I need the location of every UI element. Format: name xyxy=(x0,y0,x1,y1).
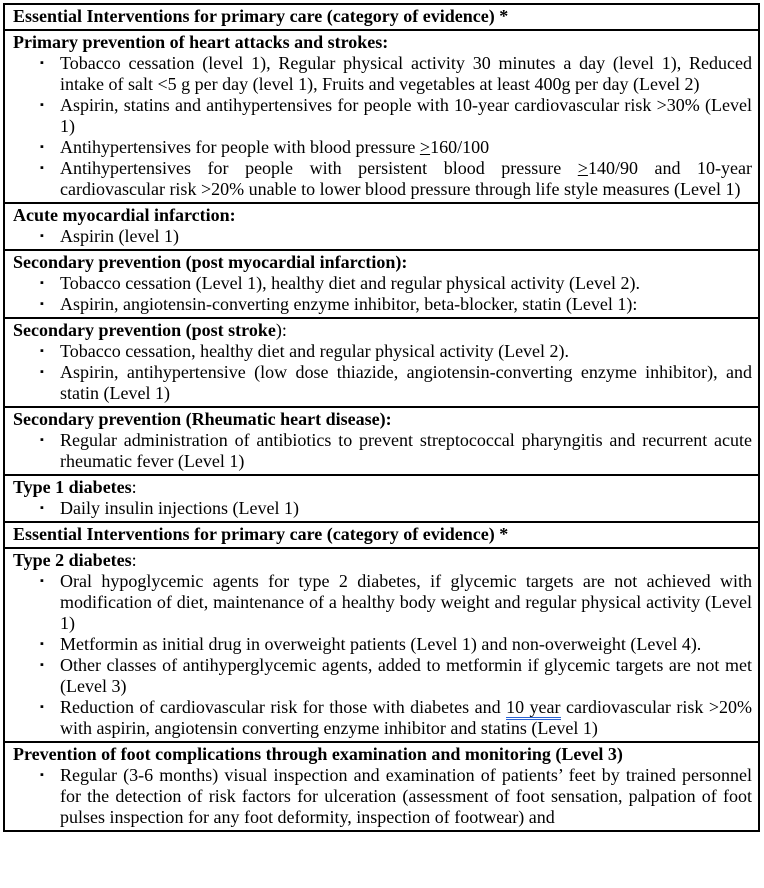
bullet-icon: ▪ xyxy=(40,638,44,650)
header-text-segment: Essential Interventions for primary care (category of evidence) * xyxy=(13,6,509,26)
header-text-segment: Essential Interventions for primary care (category of evidence) * xyxy=(13,524,509,544)
bullet-icon: ▪ xyxy=(40,769,44,781)
list-item-text xyxy=(60,634,752,655)
table-row-acute-myocardial-infarction xyxy=(5,204,758,251)
list-item-text xyxy=(60,341,752,362)
section-header xyxy=(13,205,752,226)
list-item xyxy=(13,498,752,519)
header-text-segment: Prevention of foot complications through examination and monitoring (Level 3) xyxy=(13,744,623,764)
bullet-icon: ▪ xyxy=(40,298,44,310)
bullet-text-segment: 140/90 and 10-year cardiovascular risk >20% unable to lower blood pressure through life style measures (Level 1) xyxy=(60,158,752,199)
list-item xyxy=(13,294,752,315)
bullet-icon: ▪ xyxy=(40,434,44,446)
list-item-text xyxy=(60,95,752,137)
header-text-segment: : xyxy=(131,550,137,570)
bullet-icon: ▪ xyxy=(40,230,44,242)
section-header xyxy=(13,524,752,545)
list-item xyxy=(13,430,752,472)
bullet-text-segment: Reduction of cardiovascular risk for those with diabetes and xyxy=(60,697,507,717)
bullet-text-segment: Aspirin, antihypertensive (low dose thiazide, angiotensin-converting enzyme inhibitor), and statin (Level 1) xyxy=(60,362,752,403)
bullet-icon: ▪ xyxy=(40,502,44,514)
table-row-evidence-header-1 xyxy=(5,5,758,31)
list-item-text xyxy=(60,53,752,95)
bullet-text-segment: > xyxy=(419,137,431,157)
list-item-text xyxy=(60,571,752,634)
bullet-icon: ▪ xyxy=(40,701,44,713)
list-item xyxy=(13,158,752,200)
header-text-segment: Acute myocardial infarction: xyxy=(13,205,236,225)
table-row-type-2-diabetes xyxy=(5,549,758,743)
list-item xyxy=(13,273,752,294)
header-text-segment: Type 1 diabetes xyxy=(13,477,132,497)
table-row-secondary-prevention-post-mi xyxy=(5,251,758,319)
header-text-segment: Type 2 diabetes xyxy=(13,550,132,570)
bullet-icon: ▪ xyxy=(40,345,44,357)
bullet-text-segment: Tobacco cessation (Level 1), healthy diet and regular physical activity (Level 2). xyxy=(60,273,641,293)
bullet-text-segment: Daily insulin injections (Level 1) xyxy=(60,498,299,518)
list-item-text xyxy=(60,226,752,247)
bullet-text-segment: Other classes of antihyperglycemic agents, added to metformin if glycemic targets are not met (Level 3) xyxy=(60,655,752,696)
list-item-text xyxy=(60,430,752,472)
bullet-text-segment: Aspirin, angiotensin-converting enzyme inhibitor, beta-blocker, statin (Level 1): xyxy=(60,294,638,314)
list-item xyxy=(13,137,752,158)
section-header xyxy=(13,409,752,430)
bullet-text-segment: Oral hypoglycemic agents for type 2 diabetes, if glycemic targets are not achieved with modification of diet, maintenance of a healthy body weight and regular physical activity (Level 1) xyxy=(60,571,752,633)
bullet-icon: ▪ xyxy=(40,575,44,587)
list-item xyxy=(13,655,752,697)
bullet-icon: ▪ xyxy=(40,57,44,69)
header-text-segment: Secondary prevention (post stroke xyxy=(13,320,276,340)
bullet-text-segment: Regular administration of antibiotics to prevent streptococcal pharyngitis and recurrent acute rheumatic fever (Level 1) xyxy=(60,430,752,471)
header-text-segment: : xyxy=(131,477,137,497)
list-item xyxy=(13,571,752,634)
list-item xyxy=(13,53,752,95)
table-row-prevention-foot-complications xyxy=(5,743,758,830)
section-header xyxy=(13,32,752,53)
section-header xyxy=(13,744,752,765)
bullet-text-segment: 160/100 xyxy=(430,137,490,157)
table-row-type-1-diabetes xyxy=(5,476,758,523)
header-text-segment: Secondary prevention (Rheumatic heart disease): xyxy=(13,409,392,429)
bullet-text-segment: Tobacco cessation (level 1), Regular physical activity 30 minutes a day (level 1), Reduced intake of salt <5 g per day (level 1), Fruits and vegetables at least 400g per day (Level 2) xyxy=(60,53,752,94)
table-row-primary-prevention-heart-attacks-strokes xyxy=(5,31,758,204)
bullet-text-segment: cardiovascular risk >20% with aspirin, angiotensin converting enzyme inhibitor and statins (Level 1) xyxy=(60,697,752,738)
bullet-text-segment: Tobacco cessation, healthy diet and regular physical activity (Level 2). xyxy=(60,341,570,361)
bullet-icon: ▪ xyxy=(40,141,44,153)
interventions-table xyxy=(3,3,760,832)
list-item xyxy=(13,634,752,655)
header-text-segment: Secondary prevention (post myocardial infarction): xyxy=(13,252,408,272)
section-header xyxy=(13,6,752,27)
list-item xyxy=(13,341,752,362)
section-header xyxy=(13,320,752,341)
list-item-text xyxy=(60,498,752,519)
bullet-text-segment: Metformin as initial drug in overweight patients (Level 1) and non-overweight (Level 4). xyxy=(60,634,702,654)
bullet-icon: ▪ xyxy=(40,99,44,111)
list-item xyxy=(13,765,752,828)
header-text-segment: Primary prevention of heart attacks and strokes: xyxy=(13,32,389,52)
table-row-secondary-prevention-rheumatic-heart-disease xyxy=(5,408,758,476)
bullet-text-segment: Aspirin, statins and antihypertensives for people with 10-year cardiovascular risk >30% (Level 1) xyxy=(60,95,752,136)
header-text-segment: ): xyxy=(275,320,287,340)
bullet-icon: ▪ xyxy=(40,162,44,174)
list-item xyxy=(13,362,752,404)
table-row-evidence-header-2 xyxy=(5,523,758,549)
list-item-text xyxy=(60,158,752,200)
list-item-text xyxy=(60,697,752,739)
list-item-text xyxy=(60,137,752,158)
list-item-text xyxy=(60,655,752,697)
bullet-text-segment: 10 year xyxy=(506,697,560,720)
bullet-icon: ▪ xyxy=(40,659,44,671)
section-header xyxy=(13,477,752,498)
bullet-text-segment: Antihypertensives for people with persistent blood pressure xyxy=(60,158,578,178)
list-item-text xyxy=(60,765,752,828)
bullet-text-segment: Aspirin (level 1) xyxy=(60,226,179,246)
bullet-text-segment: > xyxy=(577,158,588,178)
section-header xyxy=(13,252,752,273)
bullet-text-segment: Antihypertensives for people with blood pressure xyxy=(60,137,420,157)
list-item xyxy=(13,226,752,247)
bullet-icon: ▪ xyxy=(40,277,44,289)
list-item-text xyxy=(60,294,752,315)
list-item-text xyxy=(60,362,752,404)
list-item xyxy=(13,95,752,137)
list-item-text xyxy=(60,273,752,294)
bullet-icon: ▪ xyxy=(40,366,44,378)
list-item xyxy=(13,697,752,739)
table-row-secondary-prevention-post-stroke xyxy=(5,319,758,408)
bullet-text-segment: Regular (3-6 months) visual inspection and examination of patients’ feet by trained personnel for the detection of risk factors for ulceration (assessment of foot sensation, palpation of foot pulses inspection for any foot deformity, inspection of footwear) and xyxy=(60,765,752,827)
section-header xyxy=(13,550,752,571)
